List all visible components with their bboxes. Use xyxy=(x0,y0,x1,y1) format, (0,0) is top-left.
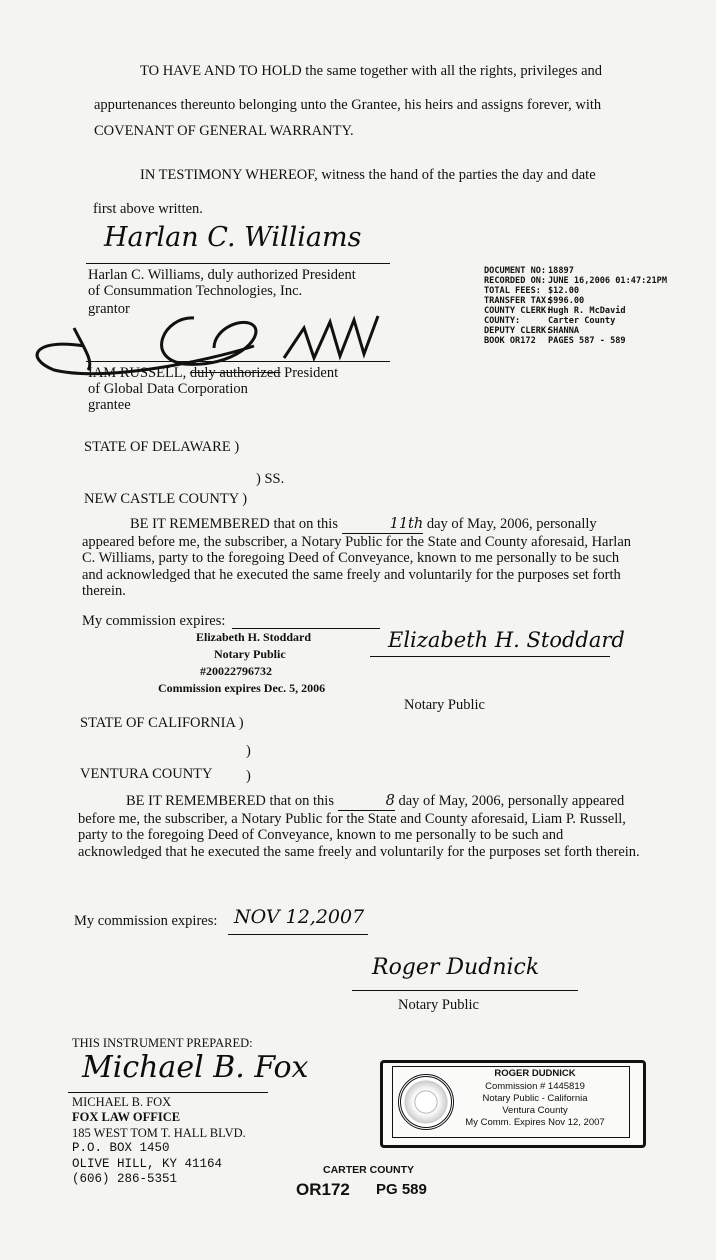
recording-key: TOTAL FEES: xyxy=(484,286,541,296)
recording-row xyxy=(484,316,667,326)
grantor-line-1: Harlan C. Williams, duly authorized President xyxy=(88,267,356,283)
recording-key: DEPUTY CLERK: xyxy=(484,326,552,336)
ack2-commission-line xyxy=(228,934,368,935)
seal-commission: Commission # 1445819 xyxy=(485,1081,585,1092)
ack1-commission-label: My commission expires: xyxy=(82,613,226,629)
grantor-line-2: of Consummation Technologies, Inc. xyxy=(88,283,303,299)
ack1-stamp-name: Elizabeth H. Stoddard xyxy=(196,630,312,644)
seal-expires: My Comm. Expires Nov 12, 2007 xyxy=(465,1117,605,1128)
ack1-commission-line xyxy=(232,628,380,629)
ack1-stamp-expires: Commission expires Dec. 5, 2006 xyxy=(158,681,326,695)
recording-key: COUNTY CLERK: xyxy=(484,306,552,316)
recording-key: COUNTY: xyxy=(484,316,521,326)
ack1-stamp-number: #20022796732 xyxy=(200,664,272,678)
ack2-paragraph: BE IT REMEMBERED that on this 8 day of May, 2006, personally appeared before me, the subscriber, a Notary Public for the State and County aforesaid, Liam P. Russell, party to the foregoing Deed of Conveyance, known to me personally to be such and acknowledged that he executed the same freely and voluntarily for the purposes set forth therein. xyxy=(78,793,640,860)
recording-value: $996.00 xyxy=(548,296,585,306)
grantor-signature-line xyxy=(86,263,390,264)
footer-county: CARTER COUNTY xyxy=(323,1164,414,1176)
testimony-line-1: IN TESTIMONY WHEREOF, witness the hand of the parties the day and date xyxy=(140,167,596,183)
ack1-county: NEW CASTLE COUNTY ) xyxy=(84,491,248,507)
recording-key: RECORDED ON: xyxy=(484,276,547,286)
recording-value: $12.00 xyxy=(548,286,580,296)
grantor-signature: Harlan C. Williams xyxy=(104,222,362,253)
ack2-county-paren: ) xyxy=(246,768,251,784)
ack2-paren: ) xyxy=(246,743,251,759)
ack2-commission-date: NOV 12,2007 xyxy=(234,906,365,928)
grantor-role: grantor xyxy=(88,301,130,317)
recording-value: JUNE 16,2006 01:47:21PM xyxy=(548,276,667,286)
recording-row xyxy=(484,266,667,276)
preparer-address-3: OLIVE HILL, KY 41164 xyxy=(72,1157,223,1171)
preparer-signature: Michael B. Fox xyxy=(82,1050,309,1085)
ack1-state: STATE OF DELAWARE ) xyxy=(84,439,240,455)
footer-page: PG 589 xyxy=(376,1181,427,1198)
recording-row xyxy=(484,326,667,336)
grantee-signature-line xyxy=(86,361,390,362)
footer-book: OR172 xyxy=(296,1180,350,1199)
recording-key: DOCUMENT NO: xyxy=(484,266,547,276)
ack2-notary-line xyxy=(352,990,578,991)
preparer-name: MICHAEL B. FOX xyxy=(72,1095,172,1109)
grantee-role: grantee xyxy=(88,397,131,413)
seal-name: ROGER DUDNICK xyxy=(494,1068,576,1079)
ack2-county: VENTURA COUNTY xyxy=(80,766,213,782)
grantee-line-2: of Global Data Corporation xyxy=(88,381,248,397)
preparer-office: FOX LAW OFFICE xyxy=(72,1110,181,1124)
state-seal-icon xyxy=(398,1074,454,1130)
ack1-paragraph: BE IT REMEMBERED that on this 11th day of May, 2006, personally appeared before me, the subscriber, a Notary Public for the State and County aforesaid, Harlan C. Williams, party to the foregoing Deed of Conveyance, known to me personally to be such and acknowledged that he executed the same freely and voluntarily for the purposes set forth therein. xyxy=(82,516,632,599)
preparer-phone: (606) 286-5351 xyxy=(72,1172,178,1186)
habendum-line-2: appurtenances thereunto belonging unto the Grantee, his heirs and assigns forever, with xyxy=(94,97,602,113)
testimony-line-2: first above written. xyxy=(93,201,203,217)
recording-row xyxy=(484,286,667,296)
habendum-line-3: COVENANT OF GENERAL WARRANTY. xyxy=(94,123,354,139)
recording-row xyxy=(484,306,667,316)
recording-value: 18897 xyxy=(548,266,574,276)
recording-key: BOOK OR172 xyxy=(484,336,536,346)
seal-county: Ventura County xyxy=(502,1105,568,1116)
ack2-state: STATE OF CALIFORNIA ) xyxy=(80,715,244,731)
recording-row xyxy=(484,296,667,306)
grantee-line-1: IAM RUSSELL, duly authorized President xyxy=(88,365,339,381)
recording-value: PAGES 587 - 589 xyxy=(548,336,626,346)
ack1-stamp-title: Notary Public xyxy=(214,647,286,661)
ack2-day: 8 xyxy=(338,793,395,811)
ack2-notary-signature: Roger Dudnick xyxy=(372,955,540,980)
recording-row xyxy=(484,336,667,346)
preparer-signature-line xyxy=(68,1092,268,1093)
ack2-notary-label: Notary Public xyxy=(398,997,479,1013)
recording-row xyxy=(484,276,667,286)
seal-title: Notary Public - California xyxy=(482,1093,588,1104)
ack1-notary-label: Notary Public xyxy=(404,697,485,713)
ack2-commission-label: My commission expires: xyxy=(74,913,218,929)
recording-stamp xyxy=(484,266,667,346)
preparer-address-1: 185 WEST TOM T. HALL BLVD. xyxy=(72,1126,246,1140)
ack1-notary-signature: Elizabeth H. Stoddard xyxy=(388,628,625,652)
habendum-line-1: TO HAVE AND TO HOLD the same together with all the rights, privileges and xyxy=(140,63,603,79)
ack1-day: 11th xyxy=(342,516,424,534)
ack1-notary-line xyxy=(370,656,610,657)
recording-value: Hugh R. McDavid xyxy=(548,306,626,316)
recording-key: TRANSFER TAX: xyxy=(484,296,552,306)
preparer-address-2: P.O. BOX 1450 xyxy=(72,1141,170,1155)
ack1-ss: ) SS. xyxy=(256,471,285,487)
recording-value: SHANNA xyxy=(548,326,580,336)
recording-value: Carter County xyxy=(548,316,616,326)
preparer-label: THIS INSTRUMENT PREPARED: xyxy=(72,1036,253,1050)
